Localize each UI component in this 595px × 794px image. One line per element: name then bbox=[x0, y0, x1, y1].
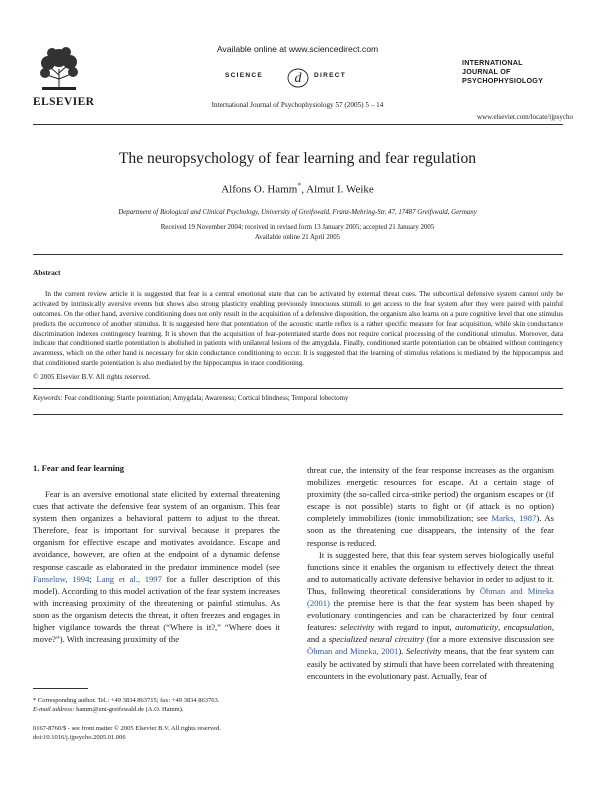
author-list bbox=[0, 181, 595, 196]
journal-name-line: JOURNAL OF bbox=[462, 67, 511, 76]
journal-name-line: PSYCHOPHYSIOLOGY bbox=[462, 76, 544, 85]
available-online-notice[interactable]: Available online at www.sciencedirect.com bbox=[216, 44, 379, 54]
publisher-name: ELSEVIER bbox=[33, 96, 95, 108]
body-column-left bbox=[33, 488, 280, 645]
abstract-body bbox=[33, 290, 563, 369]
svg-text:d: d bbox=[294, 71, 302, 86]
corresponding-author-footnote bbox=[33, 696, 219, 714]
keywords-rule bbox=[33, 388, 563, 389]
citation-link-lang[interactable]: Lang et al., 1997 bbox=[96, 573, 162, 584]
issn-line: 0167-8760/$ - see front matter © 2005 Elsevier B.V. All rights reserved. bbox=[33, 725, 221, 732]
body-top-rule bbox=[33, 414, 563, 415]
citation-link-fanselow[interactable]: Fanselow, 1994 bbox=[33, 573, 90, 584]
author-hamm: Alfons O. Hamm bbox=[221, 183, 298, 196]
sd-science-text: SCIENCE bbox=[225, 72, 263, 79]
footnote-rule bbox=[33, 688, 88, 689]
journal-citation: International Journal of Psychophysiology 57 (2005) 5 – 14 bbox=[211, 101, 384, 109]
paragraph: Fear is an aversive emotional state elicited by external threatening cues that activate the defensive fear system of an organism. This fear system then organizes a behavioral pattern to adjust to the threat. Therefore, fear is important for survival because it prepares the organism for effective escape and motivates avoidance. Escape and avoidance, however, are often at the endpoint of a dynamic defense response cascade as elaborated in the predator imminence model (see Fanselow, 1994; Lang et al., 1997 for a fuller description of this model). According to this model activation of the fear system increases with increasing proximity of the threatening or painful stimulus. As soon as the organism detects the threat, it often freezes and engages in higher vigilance towards the threat (“Where is it?,” “Where does it move?”). With increasing proximity of the bbox=[33, 489, 280, 645]
abstract-heading: Abstract bbox=[33, 268, 61, 277]
journal-url-link[interactable]: www.elsevier.com/locate/ijpsycho bbox=[477, 113, 573, 121]
email-address[interactable]: hamm@uni-greifswald.de (A.O. Hamm). bbox=[74, 706, 184, 713]
keywords-list: Fear conditioning; Startle potentiation; Amygdala; Awareness; Cortical blindness; Temporal lobectomy bbox=[62, 395, 349, 402]
paragraph: It is suggested here, that this fear system serves biologically useful functions since it enables the organism to effectively detect the threat and to automatically activate defensive behavior in order to adjust to it. Thus, following theoretical considerations by Öhman and Mineka (2001) the premise here is that the fear system has been shaped by evolutionary contingencies and can be characterized by four central features: selectivity with regard to input, automaticity, encapsulation, and a specialized neural circuitry (for a more extensive discussion see Öhman and Mineka, 2001). Selectivity means, that the fear system can easily be activated by stimuli that have been correlated with threatening encounters in the evolutionary past. Actually, fear of bbox=[307, 549, 555, 681]
email-line bbox=[33, 705, 219, 714]
header-rule bbox=[33, 124, 563, 125]
body-column-right bbox=[307, 464, 554, 682]
citation-link-marks[interactable]: Marks, 1987 bbox=[491, 513, 537, 524]
corresponding-author-contact: * Corresponding author. Tel.: +49 3834 863715; fax: +49 3834 863763. bbox=[33, 697, 220, 704]
sd-d-mark-icon bbox=[286, 62, 310, 90]
citation-link-ohman-mineka[interactable]: Öhman and Mineka (2001) bbox=[307, 585, 554, 609]
abstract-copyright: © 2005 Elsevier B.V. All rights reserved. bbox=[33, 373, 151, 381]
available-online-date: Available online 21 April 2005 bbox=[254, 233, 341, 241]
journal-name-block bbox=[462, 58, 543, 85]
email-label: E-mail address: bbox=[33, 706, 75, 713]
corresponding-author-mark[interactable]: * bbox=[297, 181, 302, 190]
affiliation: Department of Biological and Clinical Psychology, University of Greifswald, Franz-Mehring-Str. 47, 17487 Greifswald, Germany bbox=[118, 209, 477, 216]
paragraph: threat cue, the intensity of the fear response increases as the organism mobilizes energetic resources for escape. At a certain stage of proximity (the so-called circa-strike period) the organism escapes or (if escape is not possible) starts to fight or (if attack is no option) completely immobilizes (tonic immobilization; see Marks, 1987). As soon as the threatening cue disappears, the intensity of the fear response is reduced. bbox=[307, 465, 554, 548]
issn-doi-block bbox=[33, 724, 221, 742]
article-dates bbox=[0, 223, 595, 242]
keywords-label: Keywords: bbox=[33, 395, 63, 402]
author-weike: , Almut I. Weike bbox=[301, 183, 374, 196]
sciencedirect-logo bbox=[220, 62, 380, 90]
keywords-line bbox=[33, 395, 348, 402]
article-title: The neuropsychology of fear learning and fear regulation bbox=[118, 150, 477, 167]
sd-direct-text: DIRECT bbox=[314, 72, 346, 79]
citation-link-ohman-mineka-2[interactable]: Öhman and Mineka, 2001 bbox=[307, 646, 399, 657]
abstract-text: In the current review article it is suggested that fear is a central emotional state that can be activated by external threat cues. The subcortical defensive system cannot only be activated by intrinsically aversive events but shows also strong plasticity enabling previously innocuous stimuli to get access to the fear system after they were paired with painful outcomes. On the other hand, aversive conditioning does not only result in the acquisition of a defensive disposition, the organism also learns on a pure cognitive level that one stimulus predicts the occurrence of another stimulus. It is suggested here that potentiation of the acoustic startle reflex is a rather specific measure for fear acquisition, while skin conductance discrimination indexes contingency learning. It is shown that the acquisition of fear-potentiated startle does not require cortical processing of the conditional stimulus. Moreover, data indicate that conditioned startle potentiation is abolished in patients with unilateral lesions of the amygdala. Finally, conditioned startle potentiation can be obtained without contingency awareness, which on the other hand is necessary for skin conductance conditioning to occur. It is suggested that the learning of stimulus relations is mediated by the hippocampus and that conditioned startle potentiation is also mediated by the hippocampus in trace conditioning. bbox=[33, 290, 563, 368]
received-dates: Received 19 November 2004; received in revised form 13 January 2005; accepted 21 January 2005 bbox=[160, 224, 435, 231]
doi-link[interactable]: doi:10.1016/j.ijpsycho.2005.01.006 bbox=[33, 734, 126, 742]
abstract-top-rule bbox=[33, 254, 563, 255]
section-1-heading: 1. Fear and fear learning bbox=[33, 463, 125, 473]
journal-name-line: INTERNATIONAL bbox=[462, 58, 523, 67]
